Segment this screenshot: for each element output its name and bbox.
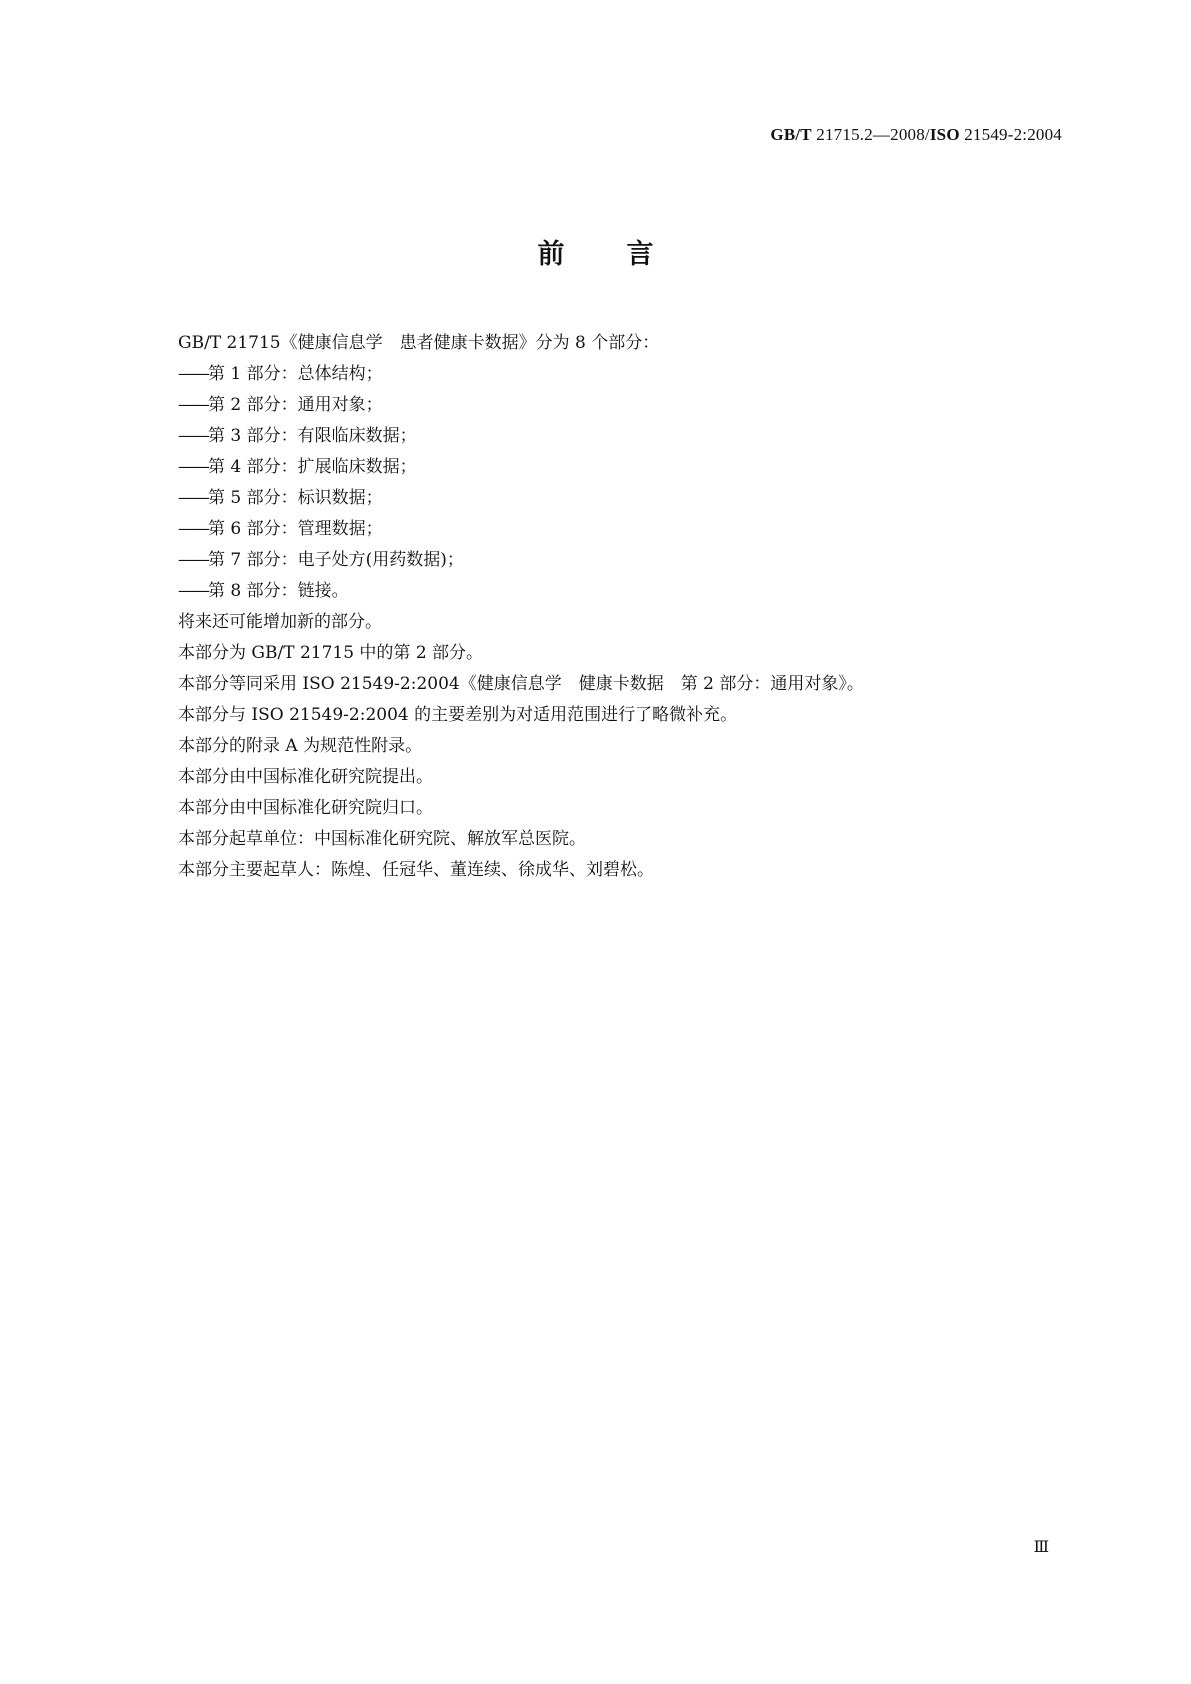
standard-code-header [770,125,1062,145]
intro-paragraph: GB/T 21715《健康信息学 患者健康卡数据》分为 8 个部分： [178,333,660,353]
page-title [0,232,1191,271]
page-number: Ⅲ [1033,1539,1049,1556]
list-dash: —— [178,395,208,415]
paragraph-adoption: 本部分等同采用 ISO 21549-2:2004《健康信息学 健康卡数据 第 2 部分：通用对象》。 [178,674,864,694]
list-item [178,483,1058,514]
paragraph-drafting-units: 本部分起草单位：中国标准化研究院、解放军总医院。 [178,829,586,849]
foreword-body [178,328,1058,886]
paragraph-proposed-by: 本部分由中国标准化研究院提出。 [178,767,433,787]
list-dash: —— [178,488,208,508]
list-dash: —— [178,457,208,477]
list-item [178,452,1058,483]
page-title-char-1: 前 [537,239,565,270]
list-dash: —— [178,364,208,384]
page-title-char-2: 言 [626,239,654,270]
list-item [178,390,1058,421]
list-item [178,514,1058,545]
list-item [178,421,1058,452]
standard-code-gbt: GB/T [770,125,812,144]
list-item [178,576,1058,607]
standard-code-number: 21715.2—2008/ [811,125,930,144]
paragraph-differences: 本部分与 ISO 21549-2:2004 的主要差别为对适用范围进行了略微补充。 [178,705,738,725]
paragraph-annex: 本部分的附录 A 为规范性附录。 [178,736,423,756]
standard-code-iso: ISO [929,125,960,144]
list-item-text: 第 6 部分：管理数据； [208,519,383,539]
list-item [178,545,1058,576]
list-item-text: 第 5 部分：标识数据； [208,488,383,508]
list-item-text: 第 7 部分：电子处方(用药数据)； [208,550,464,570]
list-item-text: 第 1 部分：总体结构； [208,364,383,384]
paragraph-centralized-by: 本部分由中国标准化研究院归口。 [178,798,433,818]
paragraph-future-parts: 将来还可能增加新的部分。 [178,612,382,632]
list-dash: —— [178,550,208,570]
list-item-text: 第 3 部分：有限临床数据； [208,426,417,446]
list-item-text: 第 8 部分：链接。 [208,581,349,601]
standard-code-iso-number: 21549-2:2004 [959,125,1062,144]
paragraph-drafters: 本部分主要起草人：陈煌、任冠华、董连续、徐成华、刘碧松。 [178,860,654,880]
list-item-text: 第 2 部分：通用对象； [208,395,383,415]
list-dash: —— [178,519,208,539]
list-dash: —— [178,426,208,446]
list-dash: —— [178,581,208,601]
paragraph-part-number: 本部分为 GB/T 21715 中的第 2 部分。 [178,643,484,663]
list-item-text: 第 4 部分：扩展临床数据； [208,457,417,477]
list-item [178,359,1058,390]
